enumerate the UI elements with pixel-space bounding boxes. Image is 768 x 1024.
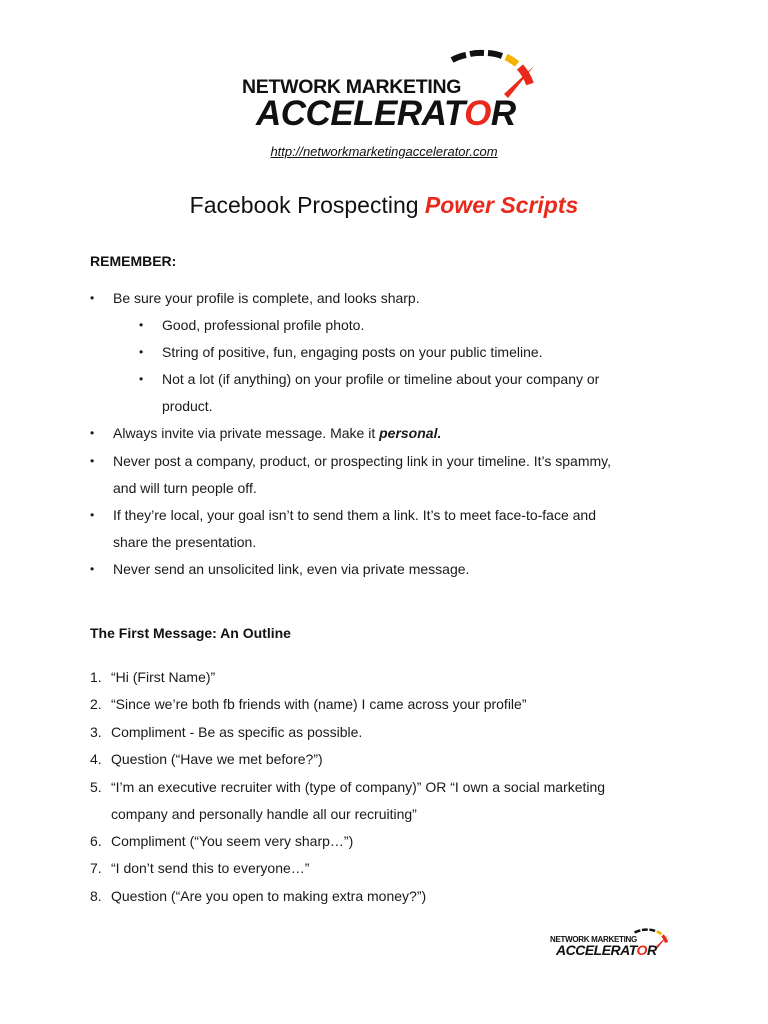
list-item-number: 1. [90,669,102,685]
bullet-unsolicited-link: Never send an unsolicited link, even via private message. [113,561,470,577]
logo-line-1: NETWORK MARKETING [550,935,637,944]
sub-bullet-company-line2: product. [162,398,213,414]
bullet-invite: Always invite via private message. Make it personal. [113,425,442,441]
website-link[interactable]: http://networkmarketingaccelerator.com [270,144,498,159]
bullet-never-post-line2: and will turn people off. [113,480,257,496]
remember-heading: REMEMBER: [90,253,177,269]
bullet-marker: • [90,291,95,305]
list-item-number: 4. [90,751,102,767]
list-item-number: 7. [90,860,102,876]
list-item-number: 6. [90,833,102,849]
bullet-marker: • [90,562,95,576]
list-item: “I don’t send this to everyone…” [111,860,310,876]
list-item: “Hi (First Name)” [111,669,216,685]
list-item: Question (“Have we met before?”) [111,751,323,767]
bullet-marker: • [139,372,144,386]
bullet-marker: • [139,318,144,332]
bullet-marker: • [90,426,95,440]
bullet-marker: • [90,508,95,522]
logo-line-2: ACCELERATOR [256,94,516,133]
bullet-never-post-line1: Never post a company, product, or prospecting link in your timeline. It’s spammy, [113,453,611,469]
bullet-marker: • [139,345,144,359]
list-item: Compliment - Be as specific as possible. [111,724,363,740]
list-item: “Since we’re both fb friends with (name) I came across your profile” [111,696,527,712]
sub-bullet-photo: Good, professional profile photo. [162,317,365,333]
list-item: “I’m an executive recruiter with (type of company)” OR “I own a social marketing [111,779,606,795]
list-item-number: 5. [90,779,102,795]
list-item-number: 3. [90,724,102,740]
sub-bullet-company-line1: Not a lot (if anything) on your profile or timeline about your company or [162,371,600,387]
sub-bullet-posts: String of positive, fun, engaging posts on your public timeline. [162,344,543,360]
list-item: Question (“Are you open to making extra money?”) [111,888,427,904]
bullet-marker: • [90,454,95,468]
bullet-local-line1: If they’re local, your goal isn’t to send them a link. It’s to meet face-to-face and [113,507,596,523]
list-item-continuation: company and personally handle all our recruiting” [111,806,417,822]
list-item-number: 8. [90,888,102,904]
page-title: Facebook Prospecting Power Scripts [189,192,579,218]
bullet-profile: Be sure your profile is complete, and looks sharp. [113,290,420,306]
list-item-number: 2. [90,696,102,712]
footer-brand-logo [550,926,670,962]
outline-heading: The First Message: An Outline [90,625,291,641]
logo-line-2: ACCELERATOR [556,942,657,958]
bullet-local-line2: share the presentation. [113,534,257,550]
logo-line-1: NETWORK MARKETING [242,76,462,98]
list-item: Compliment (“You seem very sharp…”) [111,833,354,849]
brand-logo [240,44,540,134]
